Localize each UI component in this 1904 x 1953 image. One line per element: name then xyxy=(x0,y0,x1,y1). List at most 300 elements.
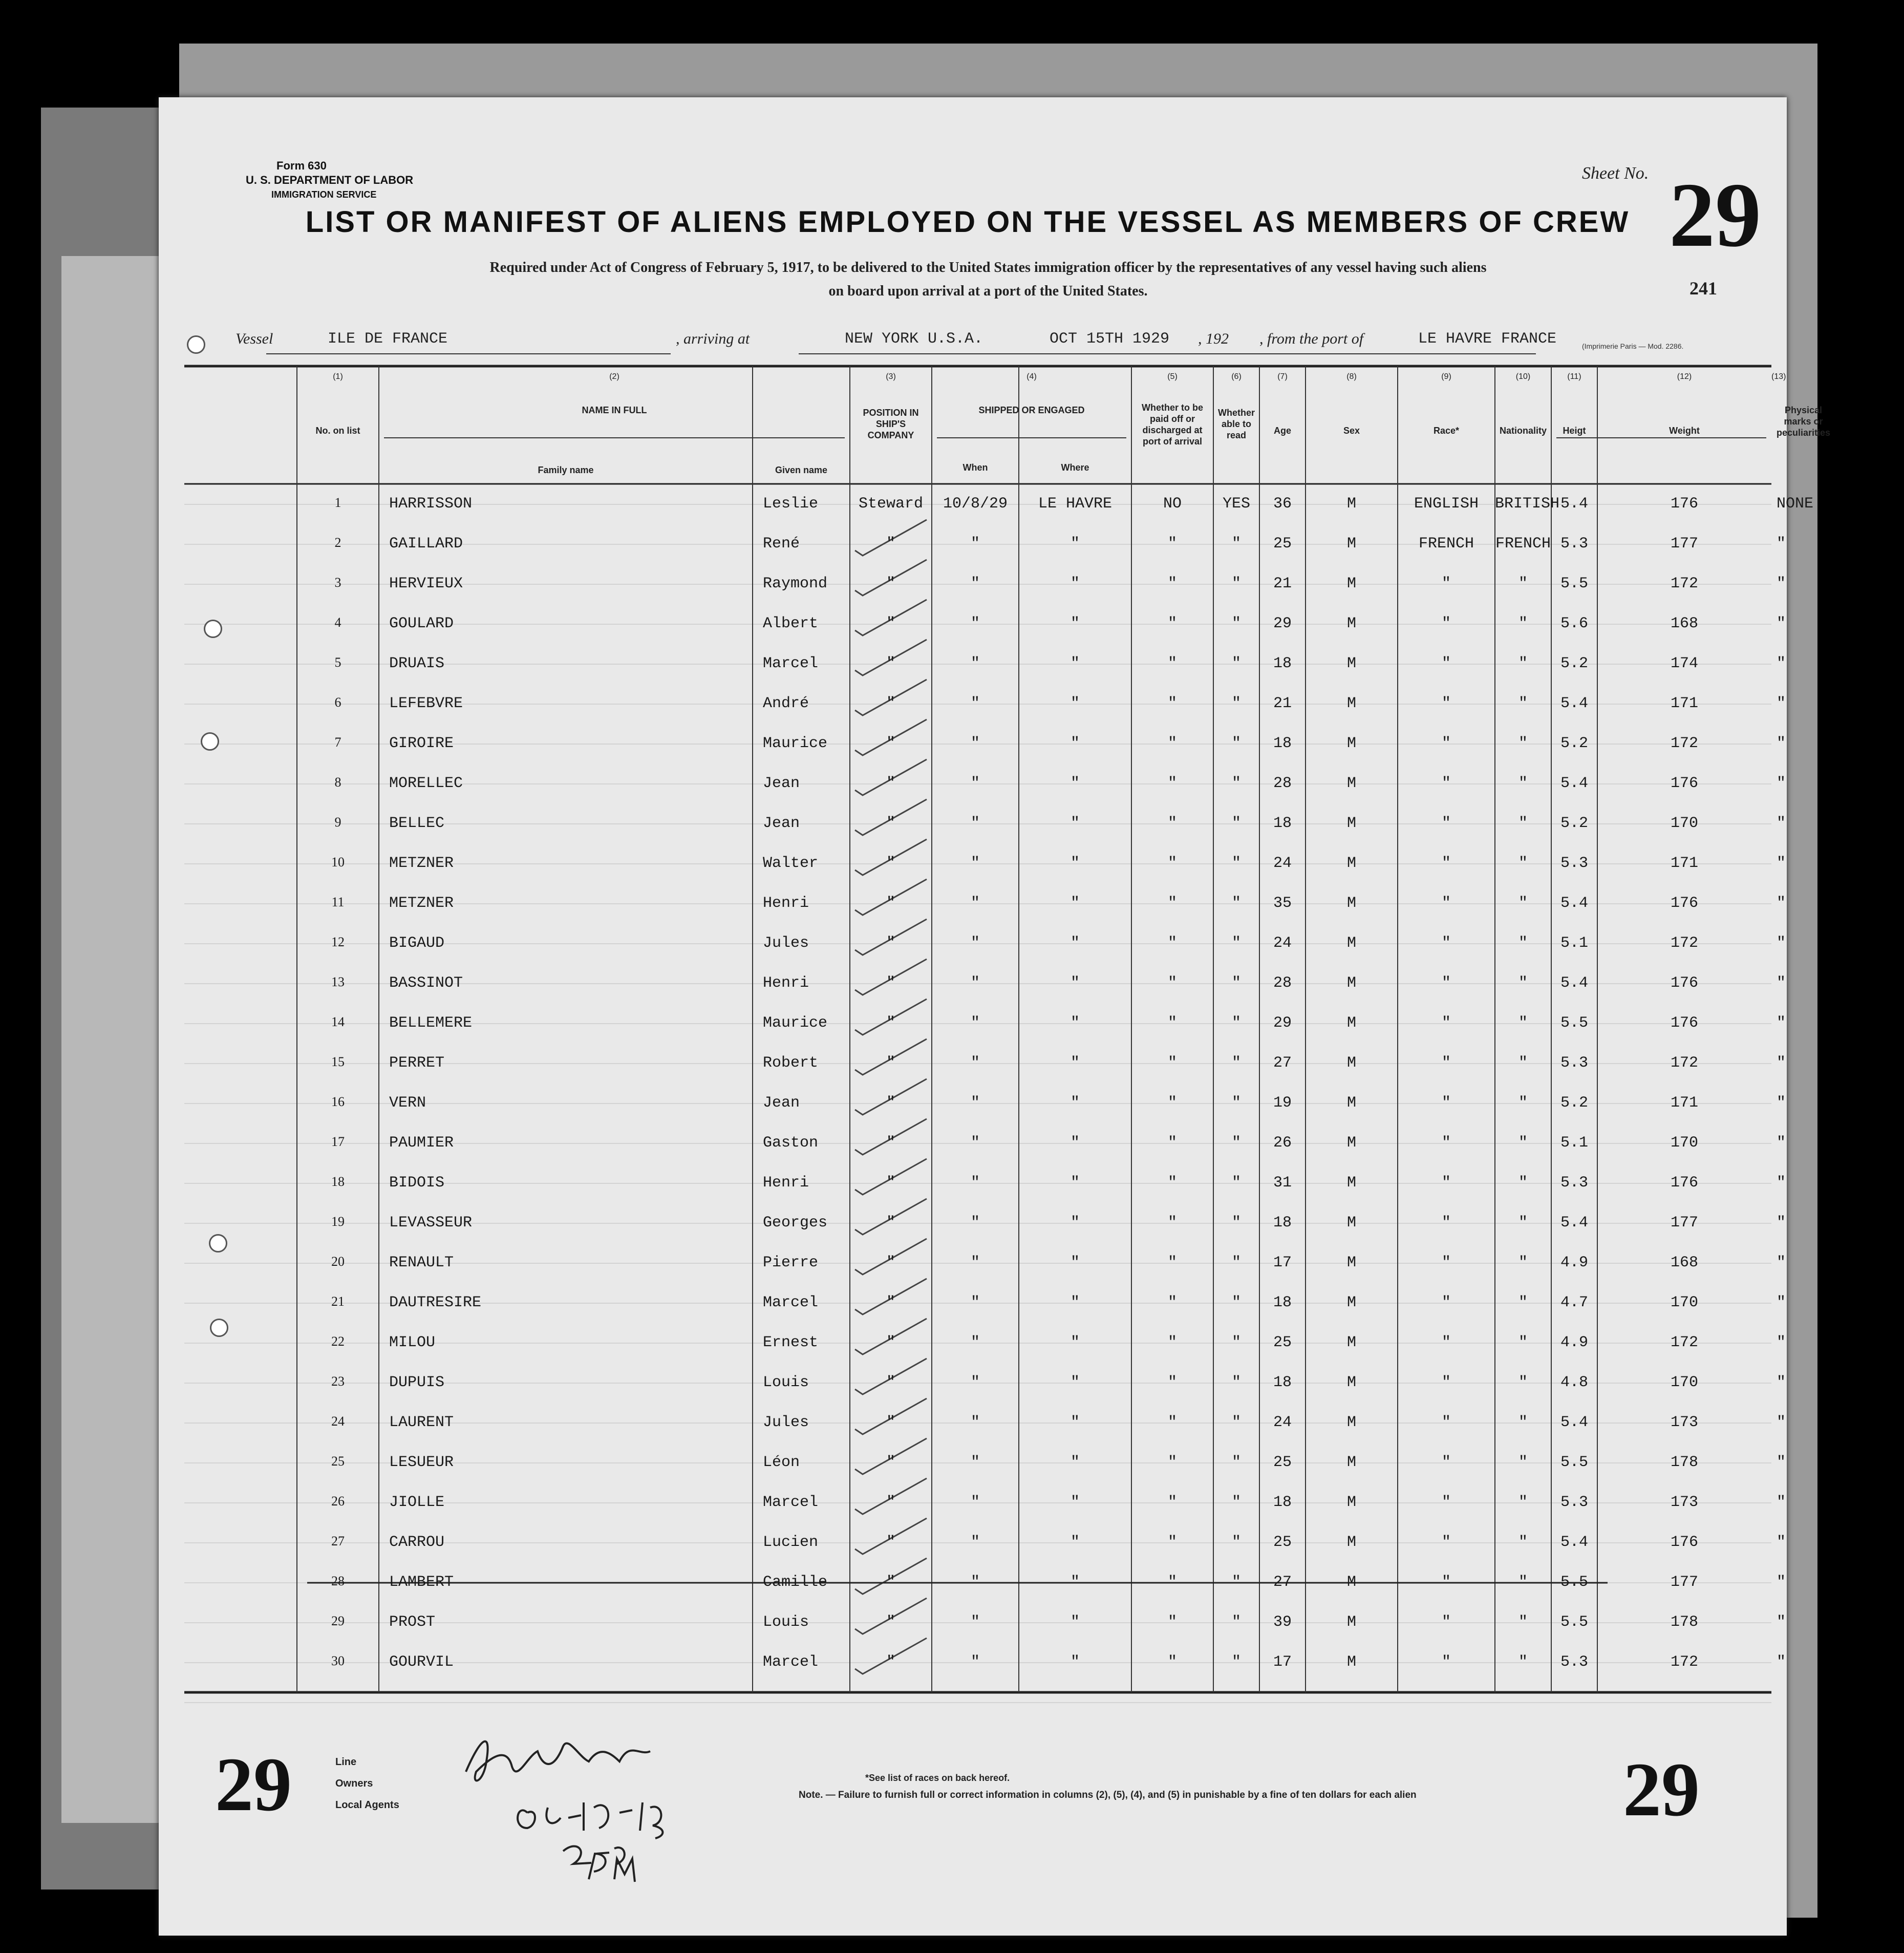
sex: M xyxy=(1346,1614,1356,1631)
family-name: GIROIRE xyxy=(389,735,454,752)
header-physical-marks: Physical marks or peculiarities xyxy=(1777,405,1831,438)
manifest-page: Form 630 U. S. DEPARTMENT OF LABOR IMMIGRATION SERVICE Sheet No. 29 LIST OR MANIFEST OF ALIENS EMPLOYED ON THE VESSEL AS MEMBERS OF CREW Required under Act of Congress of February 5, 1917, to be delivered to the United States immigration officer by the representatives of any vessel having such aliens on board upon arrival at a port of the United States. 241 Vessel ILE DE FRANCE , arriving at NEW YORK U.S.A. OCT 15TH 1929 , 192 , from the port of LE HAVRE FRANCE (Imprimerie Paris — Mod. 2286. (1) (2) (3) (4) (5) (6) (7) (8) (9) (10) (11) (12) (13) No. on list NAME IN FULL Family name Given name POSITION IN SHIP'S COMPANY SHIPPED OR ENGAGED When Where Whether to be paid off or discharged at port of arrival Whether able to read Age Sex Race* Nationality Heigt Weight Physical marks or peculiarities 1 HARRISSON Leslie Steward 10/8/29 LE HAVRE NO YES 36 M ENGLISH BRITISH 5.4 176 NONE 2 GAILLARD René " " " " " 25 M FRENCH FRENCH 5.3 177 " 3 HERVIEUX Raymond " " " " " 21 M " " 5.5 172 " 4 GOULARD Albert " " " " " 29 M " " 5.6 168 " 5 DRUAIS Marcel " " " " " 18 M " " 5.2 174 " 6 LEFEBVRE André " " " " " 21 M " " 5.4 171 " 7 GIROIRE Maurice " " " " " 18 M " " 5.2 172 " 8 MORELLEC Jean " " " " " 28 M " " 5.4 176 " 9 BELLEC Jean " " " " " 18 M " " 5.2 170 " 10 METZNER Walter " " " " " 24 M " " 5.3 171 " 11 METZNER Henri " " " " " 35 M " " 5.4 176 " 12 BIGAUD Jules " " " " " 24 M " " 5.1 172 " 13 BASSINOT Henri " " " " " 28 M " " 5.4 176 " 14 BELLEMERE Maurice " " " " " 29 M " " 5.5 176 " 15 PERRET Robert " " " " " 27 M " " 5.3 172 " 16 VERN Jean " " " " " 19 M " " 5.2 171 " 17 PAUMIER Gaston " " " " " 26 M " " 5.1 170 " 18 BIDOIS Henri " " " " " 31 M " " 5.3 176 " 19 LEVASSEUR Georges " " " " " 18 M " " 5.4 177 " 20 RENAULT Pierre " " " " " 17 M " " 4.9 168 " 21 DAUTRESIRE Marcel " " " " " 18 M " " 4.7 170 " 22 MILOU Ernest " " " " " 25 M " " 4.9 172 " 23 DUPUIS Louis " " " " " 18 M " " 4.8 170 " 24 LAURENT Jules " " " " " 24 M " " 5.4 173 " 25 LESUEUR Léon " " " " " 25 M " " 5.5 178 " 26 JIOLLE Marcel " " " " " 18 M " " 5.3 173 " 27 CARROU Lucien " " " " " 25 M " " 5.4 176 " 28 LAMBERT Camille " " " " " 27 M " " 5.5 177 " 29 PROST Louis " " " " " 39 M " " 5.5 178 " 30 GOURVIL Marcel " " " " " 17 M " " 5.3 172 " 29 29 Line Owners Local Agents *See list of races on back hereof. Note. — Failure to furnish full or correct information in columns (2), (5), (4), and (5) in punishable by a fine of ten dollars for each alien xyxy=(159,97,1787,1936)
column-number: (3) xyxy=(886,372,896,381)
race: " xyxy=(1441,1294,1451,1311)
physical-marks: " xyxy=(1777,935,1786,952)
sex: M xyxy=(1346,1014,1356,1032)
paid-off: " xyxy=(1167,1454,1177,1471)
paid-off: " xyxy=(1167,695,1177,712)
physical-marks: " xyxy=(1777,1454,1786,1471)
age: 25 xyxy=(1273,1534,1292,1551)
given-name: André xyxy=(763,695,809,712)
physical-marks: " xyxy=(1777,655,1786,672)
able-to-read: " xyxy=(1231,855,1241,872)
column-number: (1) xyxy=(333,372,343,381)
shipped-when: " xyxy=(970,1454,980,1471)
nationality: " xyxy=(1518,1054,1528,1072)
race: " xyxy=(1441,1334,1451,1351)
age: 28 xyxy=(1273,974,1292,992)
paid-off: NO xyxy=(1163,495,1182,513)
sex: M xyxy=(1346,655,1356,672)
shipped-where: " xyxy=(1070,775,1080,792)
position: " xyxy=(886,1014,895,1032)
physical-marks: " xyxy=(1777,695,1786,712)
height: 5.3 xyxy=(1560,535,1588,553)
physical-marks: " xyxy=(1777,1653,1786,1671)
shipped-where: " xyxy=(1070,1374,1080,1391)
row-number: 12 xyxy=(331,935,345,949)
nationality: " xyxy=(1518,895,1528,912)
given-name: Louis xyxy=(763,1614,809,1631)
column-number: (2) xyxy=(609,372,619,381)
race: " xyxy=(1441,615,1451,632)
header-age: Age xyxy=(1273,426,1291,436)
page-title: LIST OR MANIFEST OF ALIENS EMPLOYED ON THE VESSEL AS MEMBERS OF CREW xyxy=(305,205,1630,239)
height: 4.9 xyxy=(1560,1334,1588,1351)
height: 5.1 xyxy=(1560,935,1588,952)
sex: M xyxy=(1346,1454,1356,1471)
nationality: " xyxy=(1518,1414,1528,1431)
weight: 168 xyxy=(1670,1254,1698,1271)
local-agents-label: Local Agents xyxy=(335,1799,399,1811)
row-number: 13 xyxy=(331,974,345,989)
column-number: (7) xyxy=(1277,372,1288,381)
paid-off: " xyxy=(1167,1174,1177,1192)
position: " xyxy=(886,1574,895,1591)
shipped-when: " xyxy=(970,1294,980,1311)
shipped-where: " xyxy=(1070,655,1080,672)
family-name: MILOU xyxy=(389,1334,436,1351)
race: " xyxy=(1441,1054,1451,1072)
nationality: " xyxy=(1518,1334,1528,1351)
family-name: JIOLLE xyxy=(389,1494,445,1511)
able-to-read: " xyxy=(1231,1334,1241,1351)
nationality: " xyxy=(1518,815,1528,832)
nationality: " xyxy=(1518,1254,1528,1271)
physical-marks: " xyxy=(1777,1254,1786,1271)
able-to-read: " xyxy=(1231,655,1241,672)
race: " xyxy=(1441,1214,1451,1232)
family-name: RENAULT xyxy=(389,1254,454,1271)
position: " xyxy=(886,1334,895,1351)
given-name: Louis xyxy=(763,1374,809,1391)
punch-hole xyxy=(187,335,205,354)
nationality: " xyxy=(1518,935,1528,952)
nationality: " xyxy=(1518,1454,1528,1471)
race: ENGLISH xyxy=(1414,495,1479,513)
row-number: 2 xyxy=(334,535,341,550)
paid-off: " xyxy=(1167,1374,1177,1391)
family-name: LAMBERT xyxy=(389,1574,454,1591)
weight: 178 xyxy=(1670,1614,1698,1631)
header-when: When xyxy=(962,462,988,473)
shipped-where: " xyxy=(1070,1614,1080,1631)
race: " xyxy=(1441,1534,1451,1551)
shipped-when: " xyxy=(970,1334,980,1351)
race: " xyxy=(1441,695,1451,712)
shipped-where: " xyxy=(1070,1214,1080,1232)
nationality: " xyxy=(1518,615,1528,632)
age: 25 xyxy=(1273,1454,1292,1471)
shipped-where: " xyxy=(1070,575,1080,592)
shipped-when: " xyxy=(970,1134,980,1152)
row-number: 16 xyxy=(331,1094,345,1109)
shipped-where: " xyxy=(1070,815,1080,832)
sex: M xyxy=(1346,1574,1356,1591)
race: " xyxy=(1441,575,1451,592)
arriving-port: NEW YORK U.S.A. xyxy=(845,330,983,348)
position: " xyxy=(886,1174,895,1192)
paid-off: " xyxy=(1167,895,1177,912)
able-to-read: " xyxy=(1231,1294,1241,1311)
able-to-read: " xyxy=(1231,1374,1241,1391)
paid-off: " xyxy=(1167,855,1177,872)
shipped-where: " xyxy=(1070,1014,1080,1032)
header-position: POSITION IN SHIP'S COMPANY xyxy=(863,408,919,440)
shipped-where: " xyxy=(1070,1414,1080,1431)
sex: M xyxy=(1346,1534,1356,1551)
weight: 168 xyxy=(1670,615,1698,632)
shipped-where: LE HAVRE xyxy=(1038,495,1113,513)
age: 24 xyxy=(1273,855,1292,872)
position: " xyxy=(886,1054,895,1072)
height: 5.2 xyxy=(1560,655,1588,672)
height: 5.4 xyxy=(1560,1414,1588,1431)
family-name: GOULARD xyxy=(389,615,454,632)
family-name: PROST xyxy=(389,1614,436,1631)
paid-off: " xyxy=(1167,815,1177,832)
physical-marks: NONE xyxy=(1777,495,1814,513)
nationality: " xyxy=(1518,1214,1528,1232)
given-name: Ernest xyxy=(763,1334,819,1351)
row-number: 24 xyxy=(331,1414,345,1429)
family-name: LEFEBVRE xyxy=(389,695,463,712)
sex: M xyxy=(1346,935,1356,952)
position: " xyxy=(886,1534,895,1551)
header-family-name: Family name xyxy=(538,465,594,475)
family-name: LAURENT xyxy=(389,1414,454,1431)
row-number: 15 xyxy=(331,1054,345,1069)
family-name: BIDOIS xyxy=(389,1174,445,1192)
family-name: LEVASSEUR xyxy=(389,1214,473,1232)
height: 5.3 xyxy=(1560,1653,1588,1671)
row-number: 19 xyxy=(331,1214,345,1229)
row-number: 18 xyxy=(331,1174,345,1189)
shipped-when: " xyxy=(970,615,980,632)
row-number: 25 xyxy=(331,1454,345,1469)
race: " xyxy=(1441,1614,1451,1631)
row-number: 1 xyxy=(334,495,341,510)
shipped-when: " xyxy=(970,1174,980,1192)
row-number: 23 xyxy=(331,1374,345,1389)
paid-off: " xyxy=(1167,1294,1177,1311)
given-name: Jules xyxy=(763,935,809,952)
sex: M xyxy=(1346,1494,1356,1511)
height: 5.3 xyxy=(1560,1174,1588,1192)
physical-marks: " xyxy=(1777,1414,1786,1431)
weight: 172 xyxy=(1670,735,1698,752)
shipped-where: " xyxy=(1070,855,1080,872)
family-name: HARRISSON xyxy=(389,495,473,513)
height: 5.5 xyxy=(1560,1574,1588,1591)
weight: 170 xyxy=(1670,1374,1698,1391)
age: 35 xyxy=(1273,895,1292,912)
nationality: " xyxy=(1518,1374,1528,1391)
shipped-when: " xyxy=(970,1574,980,1591)
height: 5.3 xyxy=(1560,1054,1588,1072)
owners-label: Owners xyxy=(335,1778,373,1789)
sex: M xyxy=(1346,1414,1356,1431)
able-to-read: " xyxy=(1231,1134,1241,1152)
from-port: LE HAVRE FRANCE xyxy=(1418,330,1557,348)
shipped-where: " xyxy=(1070,1574,1080,1591)
column-number: (9) xyxy=(1441,372,1451,381)
height: 5.2 xyxy=(1560,815,1588,832)
shipped-where: " xyxy=(1070,935,1080,952)
age: 29 xyxy=(1273,615,1292,632)
given-name: René xyxy=(763,535,800,553)
shipped-where: " xyxy=(1070,1094,1080,1112)
family-name: BIGAUD xyxy=(389,935,445,952)
shipped-when: " xyxy=(970,1494,980,1511)
physical-marks: " xyxy=(1777,1614,1786,1631)
position: " xyxy=(886,1414,895,1431)
nationality: " xyxy=(1518,974,1528,992)
shipped-when: " xyxy=(970,1653,980,1671)
weight: 170 xyxy=(1670,1294,1698,1311)
weight: 176 xyxy=(1670,1534,1698,1551)
row-number: 5 xyxy=(334,655,341,670)
race: " xyxy=(1441,815,1451,832)
physical-marks: " xyxy=(1777,1374,1786,1391)
age: 25 xyxy=(1273,535,1292,553)
physical-marks: " xyxy=(1777,1174,1786,1192)
weight: 171 xyxy=(1670,1094,1698,1112)
header-race: Race* xyxy=(1433,426,1460,436)
age: 21 xyxy=(1273,575,1292,592)
column-number: (11) xyxy=(1567,372,1581,381)
nationality: " xyxy=(1518,575,1528,592)
position: " xyxy=(886,895,895,912)
shipped-when: " xyxy=(970,535,980,553)
paid-off: " xyxy=(1167,1054,1177,1072)
sex: M xyxy=(1346,495,1356,513)
age: 18 xyxy=(1273,1374,1292,1391)
given-name: Albert xyxy=(763,615,819,632)
row-number: 3 xyxy=(334,575,341,590)
shipped-when: " xyxy=(970,695,980,712)
given-name: Robert xyxy=(763,1054,819,1072)
race: " xyxy=(1441,895,1451,912)
header-no-on-list: No. on list xyxy=(315,426,360,436)
race: " xyxy=(1441,1254,1451,1271)
physical-marks: " xyxy=(1777,855,1786,872)
position: " xyxy=(886,655,895,672)
column-number: (6) xyxy=(1231,372,1242,381)
weight: 170 xyxy=(1670,815,1698,832)
weight: 172 xyxy=(1670,575,1698,592)
service: IMMIGRATION SERVICE xyxy=(271,189,377,200)
shipped-where: " xyxy=(1070,615,1080,632)
sex: M xyxy=(1346,735,1356,752)
column-number: (5) xyxy=(1167,372,1178,381)
column-number: (12) xyxy=(1677,372,1692,381)
position: " xyxy=(886,1094,895,1112)
age: 36 xyxy=(1273,495,1292,513)
physical-marks: " xyxy=(1777,575,1786,592)
shipped-when: " xyxy=(970,1534,980,1551)
race: " xyxy=(1441,1454,1451,1471)
shipped-where: " xyxy=(1070,1534,1080,1551)
paid-off: " xyxy=(1167,615,1177,632)
physical-marks: " xyxy=(1777,1134,1786,1152)
nationality: " xyxy=(1518,1134,1528,1152)
subtitle-line-2: on board upon arrival at a port of the United States. xyxy=(828,283,1148,299)
nationality: " xyxy=(1518,1094,1528,1112)
header-where: Where xyxy=(1061,462,1089,473)
nationality: FRENCH xyxy=(1495,535,1551,553)
race: " xyxy=(1441,1134,1451,1152)
sheet-number: 29 xyxy=(1669,164,1761,266)
sex: M xyxy=(1346,815,1356,832)
able-to-read: " xyxy=(1231,1574,1241,1591)
able-to-read: " xyxy=(1231,575,1241,592)
form-number: Form 630 xyxy=(276,159,327,172)
nationality: " xyxy=(1518,775,1528,792)
arrival-date: OCT 15TH 1929 xyxy=(1050,330,1170,348)
race: " xyxy=(1441,775,1451,792)
row-number: 10 xyxy=(331,855,345,869)
able-to-read: " xyxy=(1231,895,1241,912)
physical-marks: " xyxy=(1777,1214,1786,1232)
age: 24 xyxy=(1273,935,1292,952)
paid-off: " xyxy=(1167,1334,1177,1351)
physical-marks: " xyxy=(1777,1294,1786,1311)
weight: 176 xyxy=(1670,1174,1698,1192)
position: " xyxy=(886,615,895,632)
shipped-where: " xyxy=(1070,895,1080,912)
paid-off: " xyxy=(1167,655,1177,672)
race: " xyxy=(1441,1014,1451,1032)
row-number: 11 xyxy=(331,895,345,909)
able-to-read: " xyxy=(1231,1414,1241,1431)
given-name: Georges xyxy=(763,1214,828,1232)
row-number: 30 xyxy=(331,1653,345,1668)
sex: M xyxy=(1346,1653,1356,1671)
able-to-read: " xyxy=(1231,1054,1241,1072)
paid-off: " xyxy=(1167,974,1177,992)
age: 31 xyxy=(1273,1174,1292,1192)
nationality: " xyxy=(1518,695,1528,712)
reference-number: 241 xyxy=(1689,278,1717,299)
family-name: BELLEC xyxy=(389,815,445,832)
from-port-label: , from the port of xyxy=(1259,330,1364,347)
family-name: METZNER xyxy=(389,855,454,872)
family-name: PAUMIER xyxy=(389,1134,454,1152)
height: 4.8 xyxy=(1560,1374,1588,1391)
row-number: 17 xyxy=(331,1134,345,1149)
physical-marks: " xyxy=(1777,535,1786,553)
position: " xyxy=(886,1254,895,1271)
shipped-when: " xyxy=(970,855,980,872)
shipped-when: " xyxy=(970,655,980,672)
weight: 176 xyxy=(1670,1014,1698,1032)
shipped-where: " xyxy=(1070,1134,1080,1152)
paid-off: " xyxy=(1167,1494,1177,1511)
header-sex: Sex xyxy=(1343,426,1360,436)
header-able-to-read: Whether able to read xyxy=(1218,408,1255,440)
age: 18 xyxy=(1273,1294,1292,1311)
row-number: 22 xyxy=(331,1334,345,1349)
position: " xyxy=(886,1294,895,1311)
position: " xyxy=(886,815,895,832)
nationality: " xyxy=(1518,1294,1528,1311)
shipped-when: 10/8/29 xyxy=(943,495,1008,513)
vessel-name: ILE DE FRANCE xyxy=(328,330,448,348)
nationality: " xyxy=(1518,1653,1528,1671)
physical-marks: " xyxy=(1777,735,1786,752)
shipped-when: " xyxy=(970,1054,980,1072)
age: 26 xyxy=(1273,1134,1292,1152)
weight: 171 xyxy=(1670,695,1698,712)
shipped-where: " xyxy=(1070,1334,1080,1351)
shipped-when: " xyxy=(970,895,980,912)
height: 5.4 xyxy=(1560,1534,1588,1551)
able-to-read: " xyxy=(1231,1094,1241,1112)
height: 4.9 xyxy=(1560,1254,1588,1271)
weight: 176 xyxy=(1670,495,1698,513)
header-paid-off: Whether to be paid off or discharged at port of arrival xyxy=(1142,402,1203,447)
height: 5.2 xyxy=(1560,1094,1588,1112)
penalty-note: Note. — Failure to furnish full or correct information in columns (2), (5), (4), and (5) in punishable by a fine of ten dollars for each alien xyxy=(799,1790,1417,1800)
race: " xyxy=(1441,1494,1451,1511)
shipped-where: " xyxy=(1070,1454,1080,1471)
age: 29 xyxy=(1273,1014,1292,1032)
sex: M xyxy=(1346,575,1356,592)
shipped-when: " xyxy=(970,1374,980,1391)
age: 18 xyxy=(1273,735,1292,752)
weight: 177 xyxy=(1670,535,1698,553)
weight: 173 xyxy=(1670,1494,1698,1511)
row-number: 27 xyxy=(331,1534,345,1548)
header-given-name: Given name xyxy=(775,465,828,475)
position: " xyxy=(886,535,895,553)
paid-off: " xyxy=(1167,735,1177,752)
shipped-when: " xyxy=(970,1414,980,1431)
race: " xyxy=(1441,735,1451,752)
row-number: 14 xyxy=(331,1014,345,1029)
given-name: Marcel xyxy=(763,655,819,672)
height: 5.5 xyxy=(1560,1454,1588,1471)
sheet-number-footer-left: 29 xyxy=(215,1742,292,1827)
age: 18 xyxy=(1273,815,1292,832)
arriving-label: , arriving at xyxy=(676,330,750,347)
height: 5.5 xyxy=(1560,1614,1588,1631)
weight: 171 xyxy=(1670,855,1698,872)
position: " xyxy=(886,1653,895,1671)
sex: M xyxy=(1346,855,1356,872)
sex: M xyxy=(1346,895,1356,912)
sex: M xyxy=(1346,1334,1356,1351)
height: 5.2 xyxy=(1560,735,1588,752)
paid-off: " xyxy=(1167,575,1177,592)
physical-marks: " xyxy=(1777,1094,1786,1112)
height: 5.4 xyxy=(1560,495,1588,513)
physical-marks: " xyxy=(1777,1334,1786,1351)
nationality: " xyxy=(1518,1014,1528,1032)
column-number: (4) xyxy=(1026,372,1037,381)
handwritten-signature xyxy=(461,1726,696,1895)
